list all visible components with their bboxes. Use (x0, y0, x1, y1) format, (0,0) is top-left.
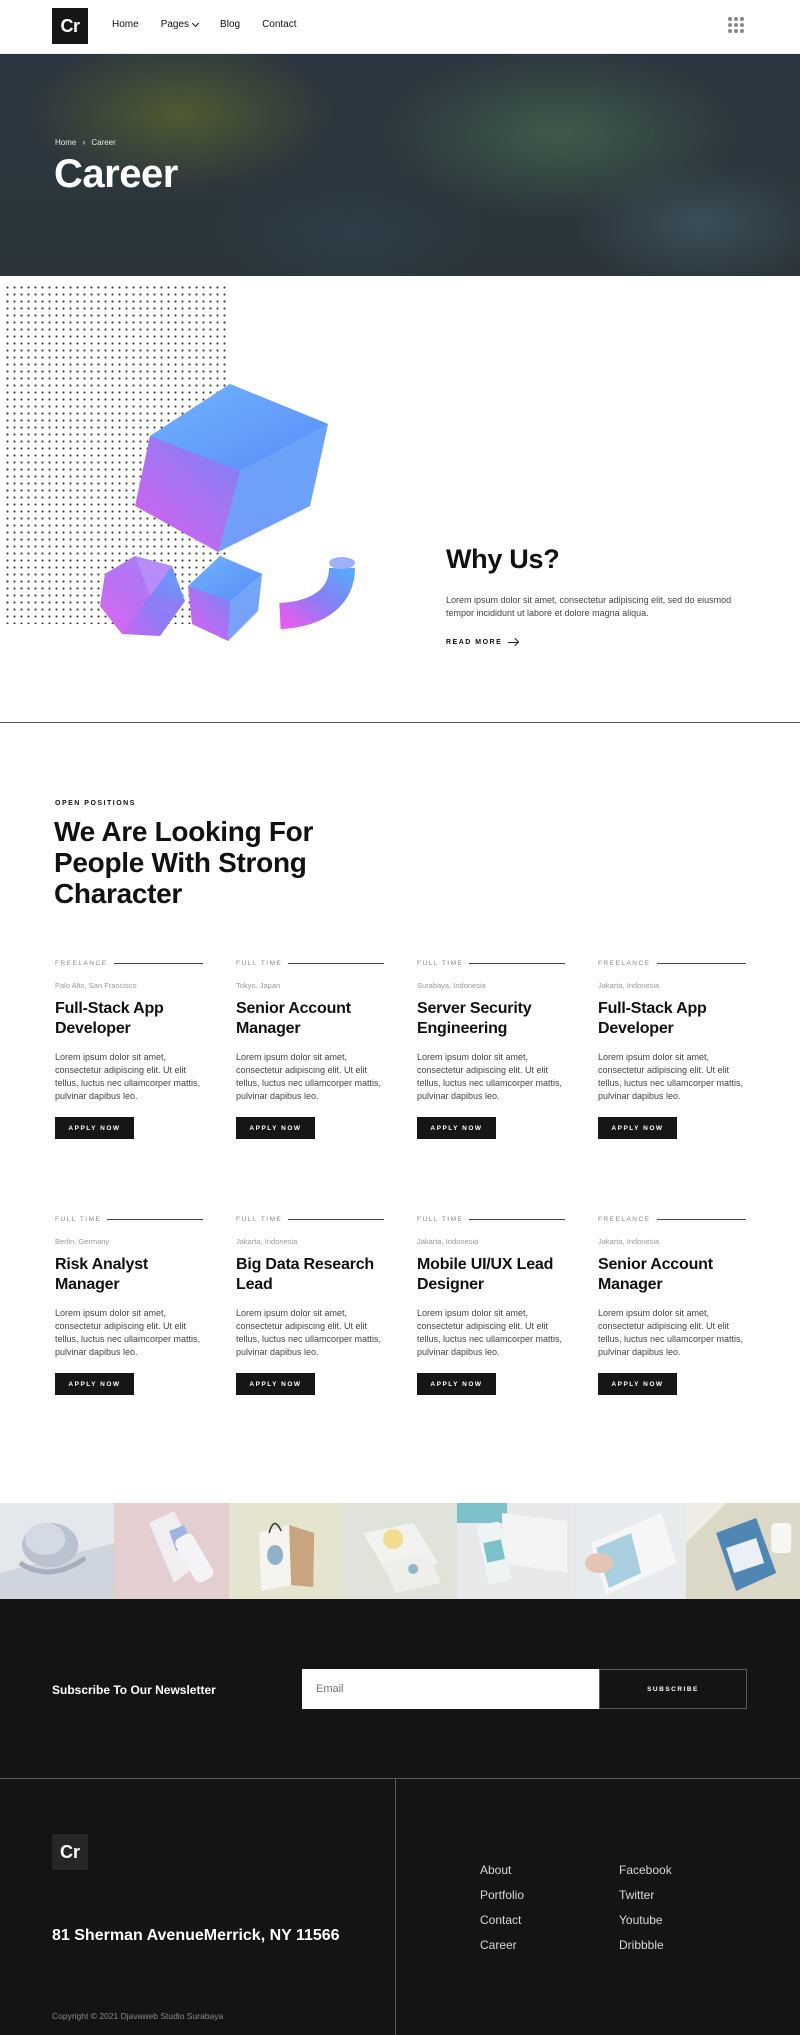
gallery-image-bottle[interactable] (114, 1503, 228, 1599)
gallery-image-carton[interactable] (686, 1503, 800, 1599)
site-header (0, 0, 800, 54)
job-type-label: FREELANCE (598, 1216, 651, 1223)
apply-now-button[interactable]: APPLY NOW (55, 1373, 134, 1395)
footer-link-facebook[interactable]: Facebook (619, 1863, 672, 1877)
section-eyebrow: OPEN POSITIONS (55, 800, 136, 807)
job-type (236, 960, 384, 967)
footer-link-contact[interactable]: Contact (480, 1913, 522, 1927)
chevron-down-icon (192, 19, 199, 26)
job-type-label: FREELANCE (598, 960, 651, 967)
job-description: Lorem ipsum dolor sit amet, consectetur adipiscing elit. Ut elit tellus, luctus nec ullamcorper mattis, pulvinar dapibus leo. (598, 1308, 744, 1357)
email-field[interactable] (302, 1669, 599, 1709)
copyright: Copyright © 2021 Djavaweb Studio Surabaya (52, 2011, 224, 2021)
job-location: Palo Alto, San Francisco (55, 981, 137, 990)
newsletter-section (0, 1599, 800, 1779)
gallery-image-cap[interactable] (0, 1503, 114, 1599)
job-title: Full-Stack App Developer (55, 1000, 164, 1037)
footer-link-dribbble[interactable]: Dribbble (619, 1938, 664, 1952)
footer-link-youtube[interactable]: Youtube (619, 1913, 663, 1927)
job-card (236, 960, 384, 1139)
footer-links-social (619, 1864, 672, 1952)
arrow-right-icon (508, 642, 518, 643)
job-type-label: FULL TIME (236, 960, 283, 967)
job-type (598, 960, 746, 967)
job-location: Jakarta, Indonesia (598, 1237, 660, 1246)
job-type-label: FULL TIME (417, 960, 464, 967)
nav-contact[interactable]: Contact (262, 19, 297, 30)
job-card (55, 1216, 203, 1395)
job-description: Lorem ipsum dolor sit amet, consectetur adipiscing elit. Ut elit tellus, luctus nec ullamcorper mattis, pulvinar dapibus leo. (55, 1052, 201, 1101)
why-us-title: Why Us? (446, 544, 560, 574)
nav-home[interactable]: Home (112, 19, 139, 30)
job-type-label: FREELANCE (55, 960, 108, 967)
job-title: Server Security Engineering (417, 1000, 532, 1037)
apply-now-button[interactable]: APPLY NOW (55, 1117, 134, 1139)
footer-links-pages (480, 1864, 524, 1952)
job-type-label: FULL TIME (417, 1216, 464, 1223)
job-location: Jakarta, Indonesia (236, 1237, 298, 1246)
chevron-right-icon: › (82, 137, 86, 147)
job-title: Senior Account Manager (236, 1000, 351, 1037)
subscribe-button[interactable]: SUBSCRIBE (599, 1669, 747, 1709)
job-card (417, 1216, 565, 1395)
job-description: Lorem ipsum dolor sit amet, consectetur adipiscing elit. Ut elit tellus, luctus nec ullamcorper mattis, pulvinar dapibus leo. (417, 1052, 563, 1101)
job-description: Lorem ipsum dolor sit amet, consectetur adipiscing elit. Ut elit tellus, luctus nec ullamcorper mattis, pulvinar dapibus leo. (55, 1308, 201, 1357)
footer-link-portfolio[interactable]: Portfolio (480, 1888, 525, 1902)
job-type (417, 1216, 565, 1223)
gallery-image-bag[interactable] (229, 1503, 343, 1599)
job-card (417, 960, 565, 1139)
footer-logo[interactable]: Cr (52, 1834, 88, 1870)
job-description: Lorem ipsum dolor sit amet, consectetur adipiscing elit. Ut elit tellus, luctus nec ullamcorper mattis, pulvinar dapibus leo. (417, 1308, 563, 1357)
3d-shapes-illustration (80, 356, 380, 676)
grid-menu-icon[interactable] (728, 17, 744, 33)
gallery-image-cards[interactable] (343, 1503, 457, 1599)
why-us-text: Lorem ipsum dolor sit amet, consectetur adipiscing elit, sed do eiusmod tempor incididunt ut labore et dolore magna aliqua. (446, 595, 732, 618)
job-title: Full-Stack App Developer (598, 1000, 707, 1037)
page-title: Career (54, 152, 178, 196)
job-location: Jakarta, Indonesia (598, 981, 660, 990)
apply-now-button[interactable]: APPLY NOW (417, 1117, 496, 1139)
breadcrumb-current: Career (91, 137, 116, 147)
read-more-link[interactable] (446, 639, 518, 646)
nav-blog[interactable]: Blog (220, 19, 241, 30)
job-location: Tokyo, Japan (236, 981, 281, 990)
nav-pages-label: Pages (160, 19, 190, 30)
job-title: Mobile UI/UX Lead Designer (417, 1256, 554, 1293)
product-gallery (0, 1503, 800, 1599)
page-hero (0, 54, 800, 276)
job-title: Senior Account Manager (598, 1256, 713, 1293)
gallery-image-book[interactable] (571, 1503, 685, 1599)
job-type (598, 1216, 746, 1223)
site-footer (0, 1779, 800, 2035)
job-card (598, 960, 746, 1139)
apply-now-button[interactable]: APPLY NOW (598, 1373, 677, 1395)
footer-link-career[interactable]: Career (480, 1938, 517, 1952)
job-title: Risk Analyst Manager (55, 1256, 149, 1293)
apply-now-button[interactable]: APPLY NOW (417, 1373, 496, 1395)
job-type (236, 1216, 384, 1223)
job-location: Berlin, Germany (55, 1237, 110, 1246)
job-type (55, 1216, 203, 1223)
apply-now-button[interactable]: APPLY NOW (598, 1117, 677, 1139)
job-location: Surabaya, Indonesia (417, 981, 486, 990)
job-card (236, 1216, 384, 1395)
breadcrumb (55, 137, 116, 147)
job-type (417, 960, 565, 967)
job-type-label: FULL TIME (236, 1216, 283, 1223)
footer-link-twitter[interactable]: Twitter (619, 1888, 655, 1902)
apply-now-button[interactable]: APPLY NOW (236, 1373, 315, 1395)
footer-link-about[interactable]: About (480, 1863, 512, 1877)
job-description: Lorem ipsum dolor sit amet, consectetur adipiscing elit. Ut elit tellus, luctus nec ullamcorper mattis, pulvinar dapibus leo. (236, 1308, 382, 1357)
job-type-label: FULL TIME (55, 1216, 102, 1223)
logo[interactable]: Cr (52, 8, 88, 44)
main-nav (112, 19, 319, 30)
gallery-image-box[interactable] (457, 1503, 571, 1599)
job-description: Lorem ipsum dolor sit amet, consectetur adipiscing elit. Ut elit tellus, luctus nec ullamcorper mattis, pulvinar dapibus leo. (236, 1052, 382, 1101)
job-location: Jakarta, Indonesia (417, 1237, 479, 1246)
job-type (55, 960, 203, 967)
job-title: Big Data Research Lead (236, 1256, 374, 1293)
job-card (55, 960, 203, 1139)
why-us-section (0, 276, 800, 723)
job-description: Lorem ipsum dolor sit amet, consectetur adipiscing elit. Ut elit tellus, luctus nec ullamcorper mattis, pulvinar dapibus leo. (598, 1052, 744, 1101)
nav-pages[interactable] (161, 19, 198, 30)
footer-divider (395, 1779, 396, 2035)
newsletter-title: Subscribe To Our Newsletter (52, 1683, 216, 1697)
apply-now-button[interactable]: APPLY NOW (236, 1117, 315, 1139)
read-more-label: READ MORE (446, 639, 503, 646)
job-card (598, 1216, 746, 1395)
section-title: We Are Looking For People With Strong Character (54, 816, 314, 909)
footer-address: 81 Sherman AvenueMerrick, NY 11566 (52, 1927, 340, 1944)
breadcrumb-home[interactable]: Home (55, 137, 77, 147)
